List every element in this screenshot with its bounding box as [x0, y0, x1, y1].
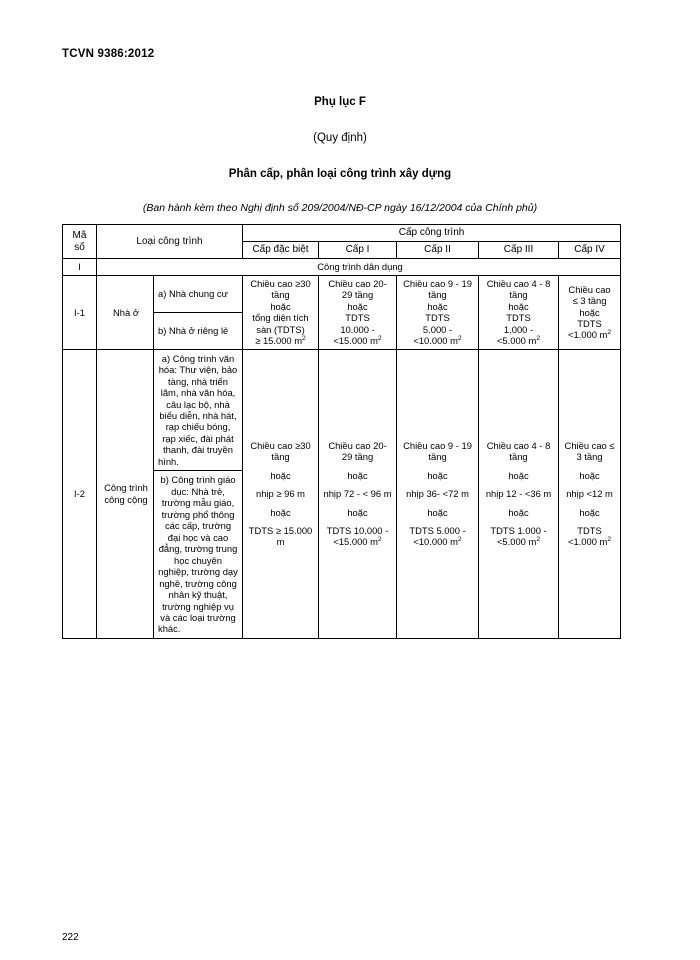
cell-line: hoặc — [427, 300, 448, 312]
header-loai-cong-trinh: Loại công trình — [97, 225, 243, 259]
cell-line: Chiều cao ≥30 tầng — [250, 277, 311, 301]
cell-line: nhịp <12 m — [566, 488, 613, 500]
cell-line: hoặc — [508, 506, 529, 518]
cell-line: hoặc — [427, 506, 448, 518]
cell-line: 1.000 - — [503, 323, 534, 335]
cell-line: 5.000 - — [422, 323, 453, 335]
header-level-cap-2: Cấp II — [397, 242, 479, 259]
row-group-i2: Công trình công cộng — [97, 349, 154, 638]
cell-line: Chiều cao 20- 29 tầng — [328, 277, 387, 301]
cell-line: Chiều cao ≥30 tầng — [250, 439, 311, 463]
cell-line: 10.000 - — [340, 323, 375, 335]
cell-i1-cap-2 — [397, 275, 479, 349]
table-header — [63, 225, 621, 259]
cell-line: hoặc — [270, 300, 291, 312]
cell-line: nhịp 12 - <36 m — [485, 488, 552, 500]
classification-table-wrapper — [62, 224, 616, 639]
cell-line: <15.000 $m^2$ — [333, 335, 382, 347]
appendix-subtitle: (Quy định) — [313, 132, 367, 144]
page-number: 222 — [62, 932, 79, 943]
cell-line: <1.000 $m^2$ — [567, 329, 612, 341]
cell-line: TDTS — [506, 312, 531, 324]
appendix-heading: Phân cấp, phân loại công trình xây dựng — [228, 168, 452, 180]
cell-line: ≤ 3 tầng — [572, 295, 607, 307]
cell-line: TDTS <1.000 $m^2$ — [567, 524, 612, 548]
table-row — [63, 275, 621, 312]
cell-line: <15.000 $m^2$ — [333, 536, 382, 548]
cell-line: hoặc — [579, 306, 600, 318]
cell-i2-cap-4 — [559, 349, 621, 638]
cell-line: Chiều cao ≤ 3 tầng — [564, 439, 615, 463]
appendix-title: Phụ lục F — [314, 96, 366, 108]
header-level-cap-4: Cấp IV — [559, 242, 621, 259]
cell-line: hoặc — [347, 469, 368, 481]
cell-line: <5.000 $m^2$ — [496, 536, 541, 548]
section-row — [63, 259, 621, 275]
cell-line: TDTS — [577, 317, 602, 329]
cell-line: hoặc — [579, 506, 600, 518]
cell-line: nhịp 72 - < 96 m — [323, 488, 392, 500]
cell-line: hoặc — [270, 469, 291, 481]
header-level-cap-1: Cấp I — [319, 242, 397, 259]
cell-line: TDTS 1.000 - — [490, 524, 547, 536]
table-body — [63, 259, 621, 639]
row-subtype-i2-b: b) Công trình giáo dục: Nhà trẻ, trường mẫu giáo, trường phổ thông các cấp, trường đại học và cao đẳng, trường trung học chuyên nghiệp, trường dạy nghề, trường công nhân kỹ thuật, trường nghiệp vụ và các loại trường khác. — [154, 471, 243, 639]
cell-line: hoặc — [508, 469, 529, 481]
cell-line: hoặc — [427, 469, 448, 481]
cell-line: Chiều cao 9 - 19 tầng — [403, 439, 472, 463]
section-code: I — [63, 259, 97, 275]
cell-line: Chiều cao 4 - 8 tầng — [486, 277, 551, 301]
cell-i1-cap-3 — [479, 275, 559, 349]
cell-line: Chiều cao — [568, 283, 611, 295]
cell-line: hoặc — [508, 300, 529, 312]
row-subtype-i1-a: a) Nhà chung cư — [154, 275, 243, 312]
cell-line: ≥ 15.000 $m^2$ — [255, 335, 306, 347]
cell-line: <10.000 $m^2$ — [413, 335, 462, 347]
cell-line: hoặc — [347, 300, 368, 312]
header-cap-cong-trinh: Cấp công trình — [243, 225, 621, 242]
cell-line: TDTS 5.000 - — [409, 524, 466, 536]
cell-line: <5.000 $m^2$ — [496, 335, 541, 347]
appendix-decree-note: (Ban hành kèm theo Nghị định số 209/2004/NĐ-CP ngày 16/12/2004 của Chính phủ) — [142, 202, 538, 214]
cell-line: Chiều cao 9 - 19 tầng — [403, 277, 472, 301]
cell-i1-dac-biet — [243, 275, 319, 349]
cell-i1-cap-4 — [559, 275, 621, 349]
cell-line: TDTS — [345, 312, 370, 324]
row-code-i1: I-1 — [63, 275, 97, 349]
cell-line: TDTS 10.000 - — [326, 524, 389, 536]
row-code-i2: I-2 — [63, 349, 97, 638]
cell-line: hoặc — [270, 506, 291, 518]
cell-line: TDTS — [425, 312, 450, 324]
row-subtype-i2-a: a) Công trình văn hóa: Thư viện, bảo tàng, nhà triển lãm, nhà văn hóa, câu lạc bộ, nhà biểu diễn, nhà hát, rạp chiếu bóng, rạp xiếc, đài phát thanh, đài truyền hình. — [154, 349, 243, 471]
cell-line: nhịp 36- <72 m — [406, 488, 469, 500]
cell-line: Chiều cao 20- 29 tầng — [328, 439, 387, 463]
cell-line: tổng diện tích sàn (TDTS) — [252, 312, 309, 335]
cell-i2-cap-3 — [479, 349, 559, 638]
cell-i2-cap-2 — [397, 349, 479, 638]
cell-line: TDTS ≥ 15.000 m — [248, 524, 313, 548]
header-level-cap-3: Cấp III — [479, 242, 559, 259]
standard-code: TCVN 9386:2012 — [62, 48, 155, 60]
header-level-dac-biet: Cấp đặc biệt — [243, 242, 319, 259]
header-row-top — [63, 225, 621, 242]
row-subtype-i1-b: b) Nhà ở riêng lẻ — [154, 312, 243, 349]
cell-line: hoặc — [347, 506, 368, 518]
cell-line: nhịp ≥ 96 m — [256, 488, 305, 500]
cell-line: <10.000 $m^2$ — [413, 536, 462, 548]
classification-table — [62, 224, 621, 639]
title-block — [62, 96, 618, 214]
cell-i2-dac-biet — [243, 349, 319, 638]
section-name: Công trình dân dụng — [97, 259, 621, 275]
header-ma-so: Mã số — [63, 225, 97, 259]
cell-line: hoặc — [579, 469, 600, 481]
cell-i1-cap-1 — [319, 275, 397, 349]
cell-line: Chiều cao 4 - 8 tầng — [486, 439, 551, 463]
cell-i2-cap-1 — [319, 349, 397, 638]
table-row — [63, 349, 621, 471]
row-group-i1: Nhà ở — [97, 275, 154, 349]
